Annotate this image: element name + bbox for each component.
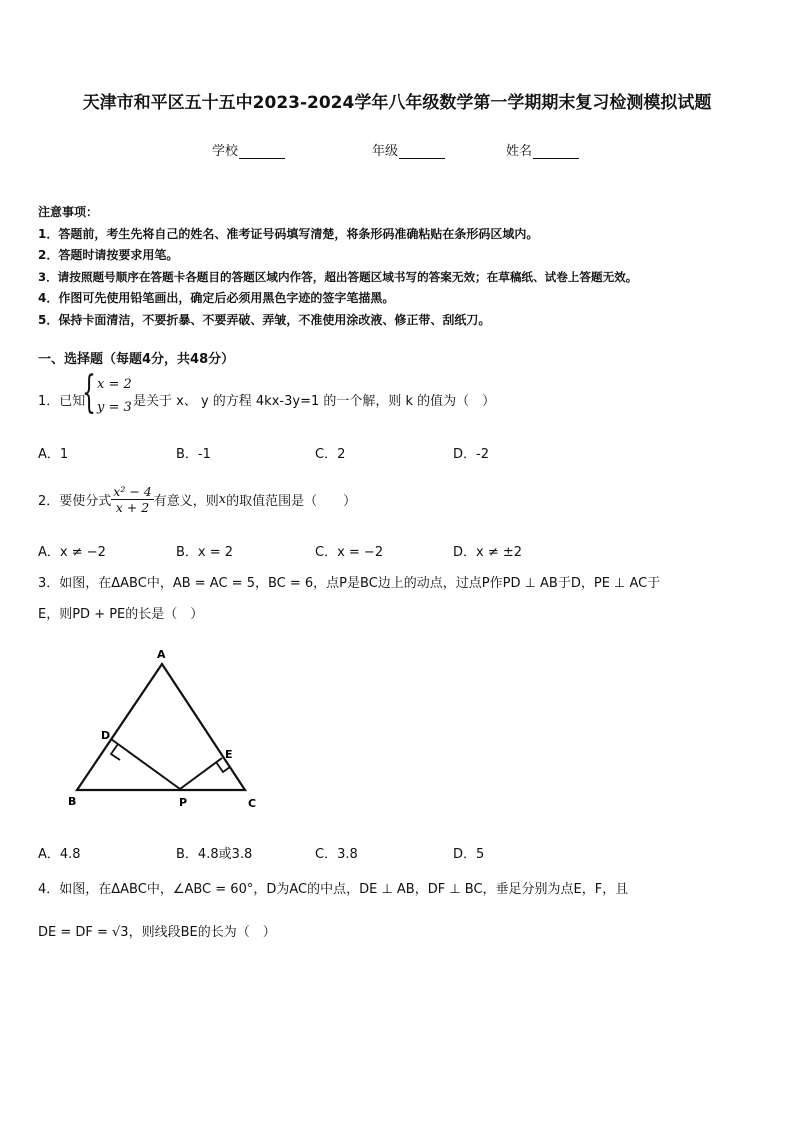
q2-fraction (111, 484, 153, 515)
school-label: 学校 (212, 144, 239, 159)
q2-option-c: C．x = −2 (315, 545, 384, 560)
label-d: D (101, 729, 111, 742)
note-item: 1．答题前，考生先将自己的姓名、准考证号码填写清楚，将条形码准确粘贴在条形码区域内。 (38, 226, 539, 241)
q1-suffix: 是关于 x、 y 的方程 4kx-3y=1 的一个解，则 k 的值为（ ） (133, 394, 496, 409)
q2-suffix: 的取值范围是（ ） (226, 494, 357, 509)
right-angle-d (111, 744, 120, 760)
q2-numerator: x² − 4 (113, 484, 152, 499)
q2-option-a: A．x ≠ −2 (38, 545, 106, 560)
triangle-abc (77, 664, 245, 790)
grade-field (372, 140, 445, 159)
q2-option-d: D．x ≠ ±2 (453, 545, 523, 560)
q1-prefix: 1．已知 (38, 394, 86, 409)
q2-denominator: x + 2 (115, 500, 150, 515)
q2-middle: 有意义，则 (153, 494, 219, 509)
note-item: 4．作图可先使用铅笔画出，确定后必须用黑色字迹的签字笔描黑。 (38, 291, 395, 305)
q3-option-b: B．4.8或3.8 (176, 847, 253, 862)
system-brace: { (82, 367, 96, 418)
q3-option-d: D．5 (453, 847, 485, 862)
question-1 (38, 390, 85, 409)
q1-equation-1: x = 2 (97, 377, 132, 392)
name-blank (533, 144, 579, 159)
note-item: 5．保持卡面清洁，不要折暴、不要弄破、弄皱，不准使用涂改液、修正带、刮纸刀。 (38, 312, 491, 327)
notes-block (38, 202, 637, 331)
q1-equation-2: y = 3 (97, 400, 132, 415)
q2-variable: x (218, 492, 227, 507)
section-heading: 一、选择题（每题4分，共48分） (38, 352, 235, 367)
grade-label: 年级 (372, 144, 399, 159)
school-field (212, 140, 285, 159)
segment-pd (111, 739, 180, 789)
q1-option-b: B．-1 (176, 447, 211, 462)
q2-prefix: 2．要使分式 (38, 494, 112, 509)
q1-option-d: D．-2 (453, 447, 489, 462)
q4-line-2: DE = DF = √3，则线段BE的长为（ ） (38, 925, 276, 940)
label-c: C (248, 797, 257, 810)
question-2 (38, 484, 356, 515)
q3-option-a: A．4.8 (38, 847, 81, 862)
label-e: E (225, 748, 233, 761)
name-label: 姓名 (506, 144, 533, 159)
note-item: 3．请按照题号顺序在答题卡各题目的答题区域内作答，超出答题区域书写的答案无效；在草稿纸、试卷上答题无效。 (38, 269, 638, 284)
q3-line-1: 3．如图，在ΔABC中，AB = AC = 5，BC = 6，点P是BC边上的动点，过点P作PD ⊥ AB于D，PE ⊥ AC于 (38, 576, 661, 591)
q2-option-b: B．x = 2 (176, 545, 234, 560)
notes-heading: 注意事项： (38, 205, 99, 219)
label-b: B (68, 795, 77, 808)
q3-line-2: E，则PD + PE的长是（ ） (38, 607, 204, 622)
grade-blank (399, 144, 445, 159)
triangle-figure (60, 640, 270, 815)
q1-option-a: A．1 (38, 447, 69, 462)
q4-line-1: 4．如图，在ΔABC中，∠ABC = 60°，D为AC的中点，DE ⊥ AB，DF ⊥ BC，垂足分别为点E，F，且 (38, 882, 629, 897)
name-field (506, 140, 579, 159)
school-blank (239, 144, 285, 159)
q3-option-c: C．3.8 (315, 847, 358, 862)
label-p: P (179, 796, 188, 809)
q1-option-c: C．2 (315, 447, 346, 462)
note-item: 2．答题时请按要求用笔。 (38, 248, 179, 262)
label-a: A (157, 648, 166, 661)
exam-title: 天津市和平区五十五中2023-2024学年八年级数学第一学期期末复习检测模拟试题 (82, 93, 712, 113)
